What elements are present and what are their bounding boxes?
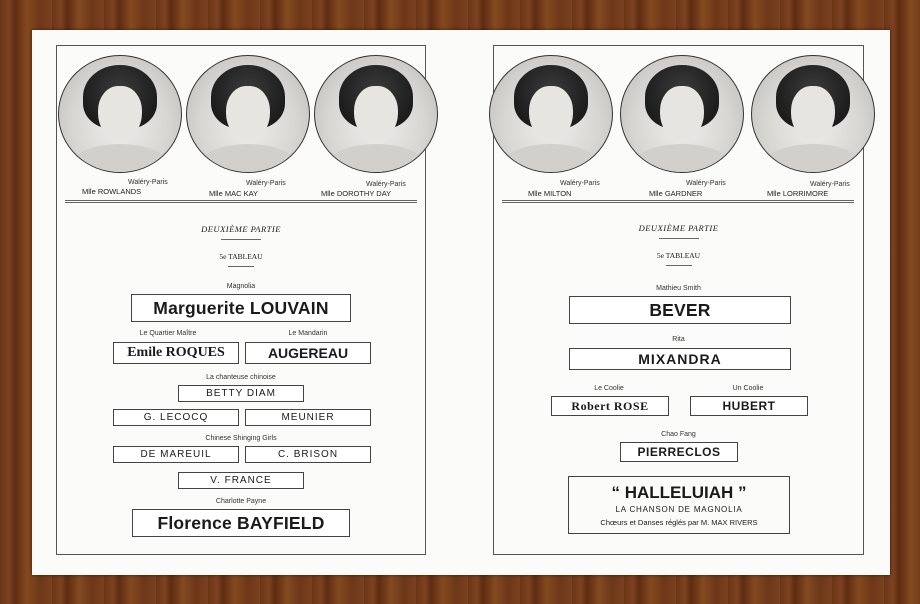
right-program-page	[493, 45, 864, 555]
portrait-photo	[186, 55, 310, 173]
portrait-photo	[751, 55, 875, 173]
tableau-title: 5e TABLEAU	[656, 251, 701, 260]
cast-box: PIERRECLOS	[620, 442, 738, 462]
portrait-photo	[314, 55, 438, 173]
tableau-title: 5e TABLEAU	[219, 252, 263, 261]
role-label: Le Mandarin	[288, 330, 328, 337]
portrait-photo	[489, 55, 613, 173]
divider	[502, 200, 854, 203]
cast-box: C. BRISON	[245, 446, 371, 463]
divider	[659, 238, 699, 239]
cast-box: Florence BAYFIELD	[132, 509, 350, 537]
divider	[666, 265, 692, 266]
photo-credit: Waléry-Paris	[246, 180, 286, 187]
left-program-page	[56, 45, 426, 555]
role-label: Mathieu Smith	[656, 285, 701, 292]
cast-box: G. LECOCQ	[113, 409, 239, 426]
role-label: Magnolia	[226, 283, 256, 290]
portrait-name: Mlle ROWLANDS	[82, 187, 142, 196]
portrait-name: Mlle MILTON	[528, 189, 572, 198]
cast-box: MIXANDRA	[569, 348, 791, 370]
finale-title: “ HALLELUIAH ”	[611, 483, 747, 502]
photo-credit: Waléry-Paris	[686, 180, 726, 187]
portrait-photo	[58, 55, 182, 173]
portrait-name: Mlle MAC KAY	[209, 189, 259, 198]
role-label: Le Coolie	[594, 385, 624, 392]
role-label: Un Coolie	[732, 385, 764, 392]
finale-box	[568, 476, 790, 534]
role-label: Le Quartier Maître	[139, 330, 197, 337]
cast-box: V. FRANCE	[178, 472, 304, 489]
portrait-name: Mlle GARDNER	[649, 189, 703, 198]
part-title: DEUXIÈME PARTIE	[638, 223, 719, 233]
photo-credit: Waléry-Paris	[810, 181, 850, 188]
portrait-name: Mlle LORRIMORE	[767, 189, 829, 198]
portrait-photo	[620, 55, 744, 173]
finale-credit: Chœurs et Danses réglés par M. MAX RIVERS	[600, 518, 758, 527]
role-label: Chao Fang	[661, 431, 696, 438]
photo-credit: Waléry-Paris	[128, 179, 168, 186]
cast-box: HUBERT	[690, 396, 808, 416]
cast-box: DE MAREUIL	[113, 446, 239, 463]
divider	[65, 200, 417, 203]
cast-box: BEVER	[569, 296, 791, 324]
role-label: Charlotte Payne	[215, 498, 267, 505]
role-label: Chinese Shinging Girls	[205, 435, 277, 442]
cast-box: Emile ROQUES	[113, 342, 239, 364]
role-label: La chanteuse chinoise	[206, 374, 276, 381]
finale-subtitle: LA CHANSON DE MAGNOLIA	[615, 505, 743, 514]
photo-credit: Waléry-Paris	[366, 181, 406, 188]
cast-box: Robert ROSE	[551, 396, 669, 416]
divider	[221, 239, 261, 240]
role-label: Rita	[672, 336, 685, 343]
divider	[228, 266, 254, 267]
cast-box: MEUNIER	[245, 409, 371, 426]
cast-box: AUGEREAU	[245, 342, 371, 364]
portrait-name: Mlle DOROTHY DAY	[321, 189, 392, 198]
cast-box: Marguerite LOUVAIN	[131, 294, 351, 322]
cast-box: BETTY DIAM	[178, 385, 304, 402]
program-spread	[32, 30, 890, 575]
photo-credit: Waléry-Paris	[560, 180, 600, 187]
part-title: DEUXIÈME PARTIE	[201, 224, 281, 234]
